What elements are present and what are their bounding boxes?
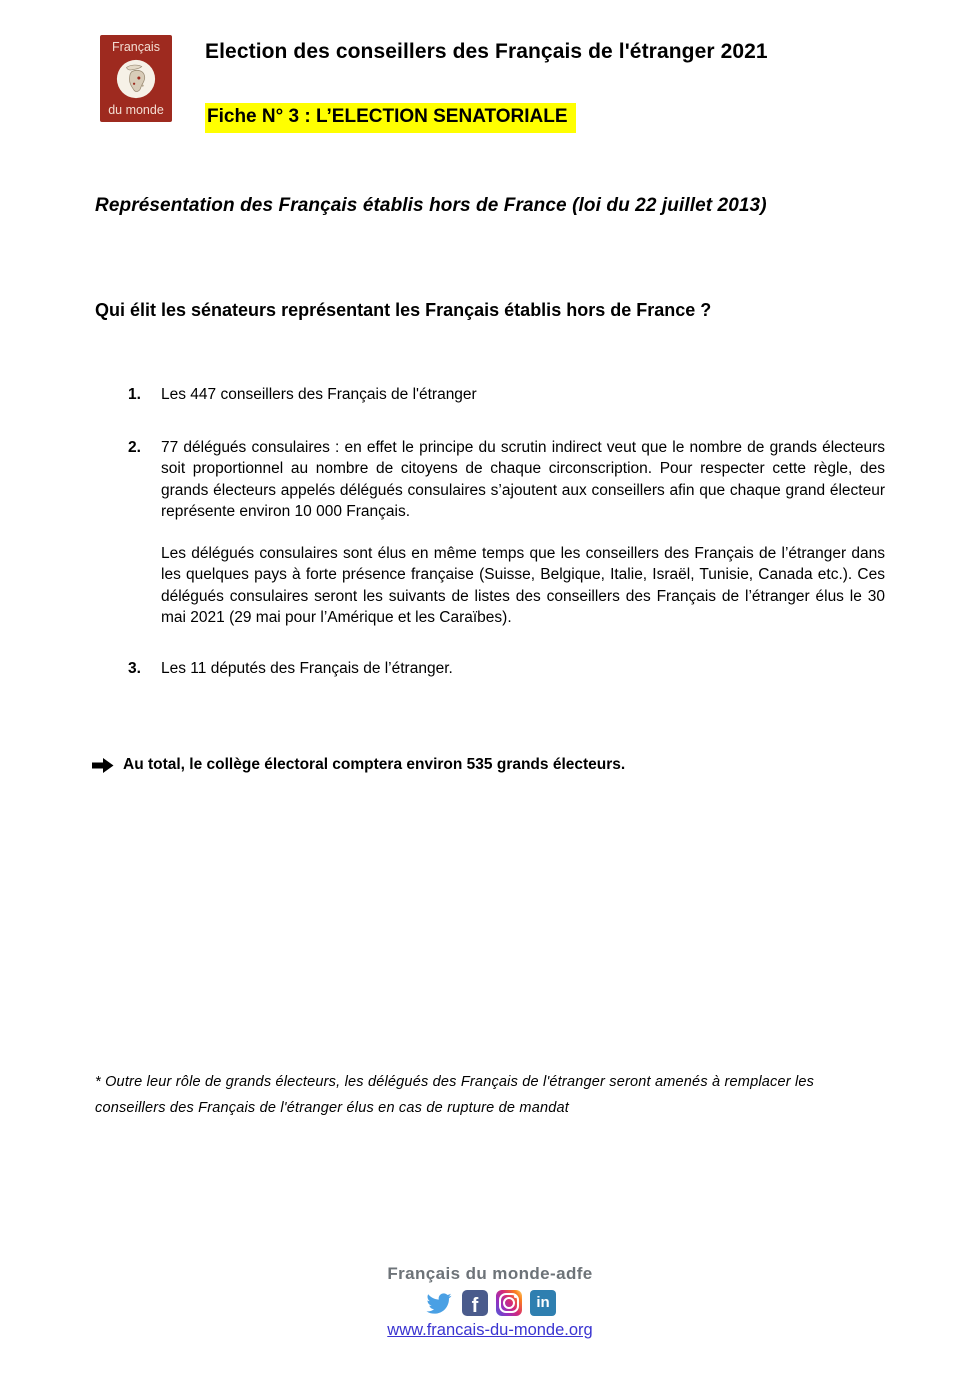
list-item-number: 2. <box>128 438 141 456</box>
footer <box>0 1264 980 1340</box>
footnote: * Outre leur rôle de grands électeurs, les délégués des Français de l'étranger seront amenés à remplacer les conseillers des Français de l'étranger élus en cas de rupture de mandat <box>95 1074 815 1116</box>
total-summary-text: Au total, le collège électoral comptera environ 535 grands électeurs. <box>123 756 626 773</box>
list-item-extra-paragraph: Les délégués consulaires sont élus en même temps que les conseillers des Français de l’étranger dans les quelques pays à forte présence française (Suisse, Belgique, Italie, Israël, Tunisie, Canada etc.). Ces délégués consulaires seront les suivants de listes des conseillers des Français de l’étranger élus le 30 mai 2021 (29 mai pour l’Amérique et les Caraïbes). <box>161 544 885 626</box>
total-summary-line <box>92 756 625 774</box>
footer-org-name: Français du monde-adfe <box>387 1264 593 1283</box>
logo-text-bottom: du monde <box>108 103 164 117</box>
linkedin-link[interactable] <box>530 1290 556 1316</box>
list-item <box>128 658 885 680</box>
facebook-icon: f <box>471 1294 479 1316</box>
facebook-link[interactable] <box>462 1290 488 1316</box>
law-heading: Représentation des Français établis hors de France (loi du 22 juillet 2013) <box>95 195 767 216</box>
social-links-row <box>0 1289 980 1317</box>
arrow-right-icon <box>92 757 114 774</box>
title-block <box>205 40 925 133</box>
fiche-subtitle: Fiche N° 3 : L’ELECTION SENATORIALE <box>205 103 576 133</box>
question-heading: Qui élit les sénateurs représentant les Français établis hors de France ? <box>95 300 712 320</box>
document-title: Election des conseillers des Français de l'étranger 2021 <box>205 40 768 63</box>
website-link[interactable]: www.francais-du-monde.org <box>387 1321 593 1339</box>
list-item <box>128 384 885 406</box>
list-item <box>128 437 885 523</box>
twitter-link[interactable] <box>424 1291 454 1316</box>
globe-icon <box>115 58 157 100</box>
logo-text-top: Français <box>112 40 160 54</box>
list-item-text: 77 délégués consulaires : en effet le principe du scrutin indirect veut que le nombre de grands électeurs soit proportionnel au nombre de citoyens de chaque circonscription. Pour respecter cette règle, des grands électeurs appelés délégués consulaires s’ajoutent aux conseillers afin que chaque grand électeur représente environ 10 000 Français. <box>161 438 885 520</box>
twitter-icon <box>424 1291 454 1316</box>
list-item-number: 1. <box>128 386 141 403</box>
electors-list <box>128 384 885 679</box>
francais-du-monde-logo <box>100 35 172 122</box>
list-item-text: Les 447 conseillers des Français de l'étranger <box>161 386 477 403</box>
linkedin-icon: in <box>536 1294 550 1311</box>
list-item-number: 3. <box>128 659 141 677</box>
instagram-link[interactable] <box>496 1290 522 1316</box>
list-item-text: Les 11 députés des Français de l’étranger. <box>161 659 453 677</box>
